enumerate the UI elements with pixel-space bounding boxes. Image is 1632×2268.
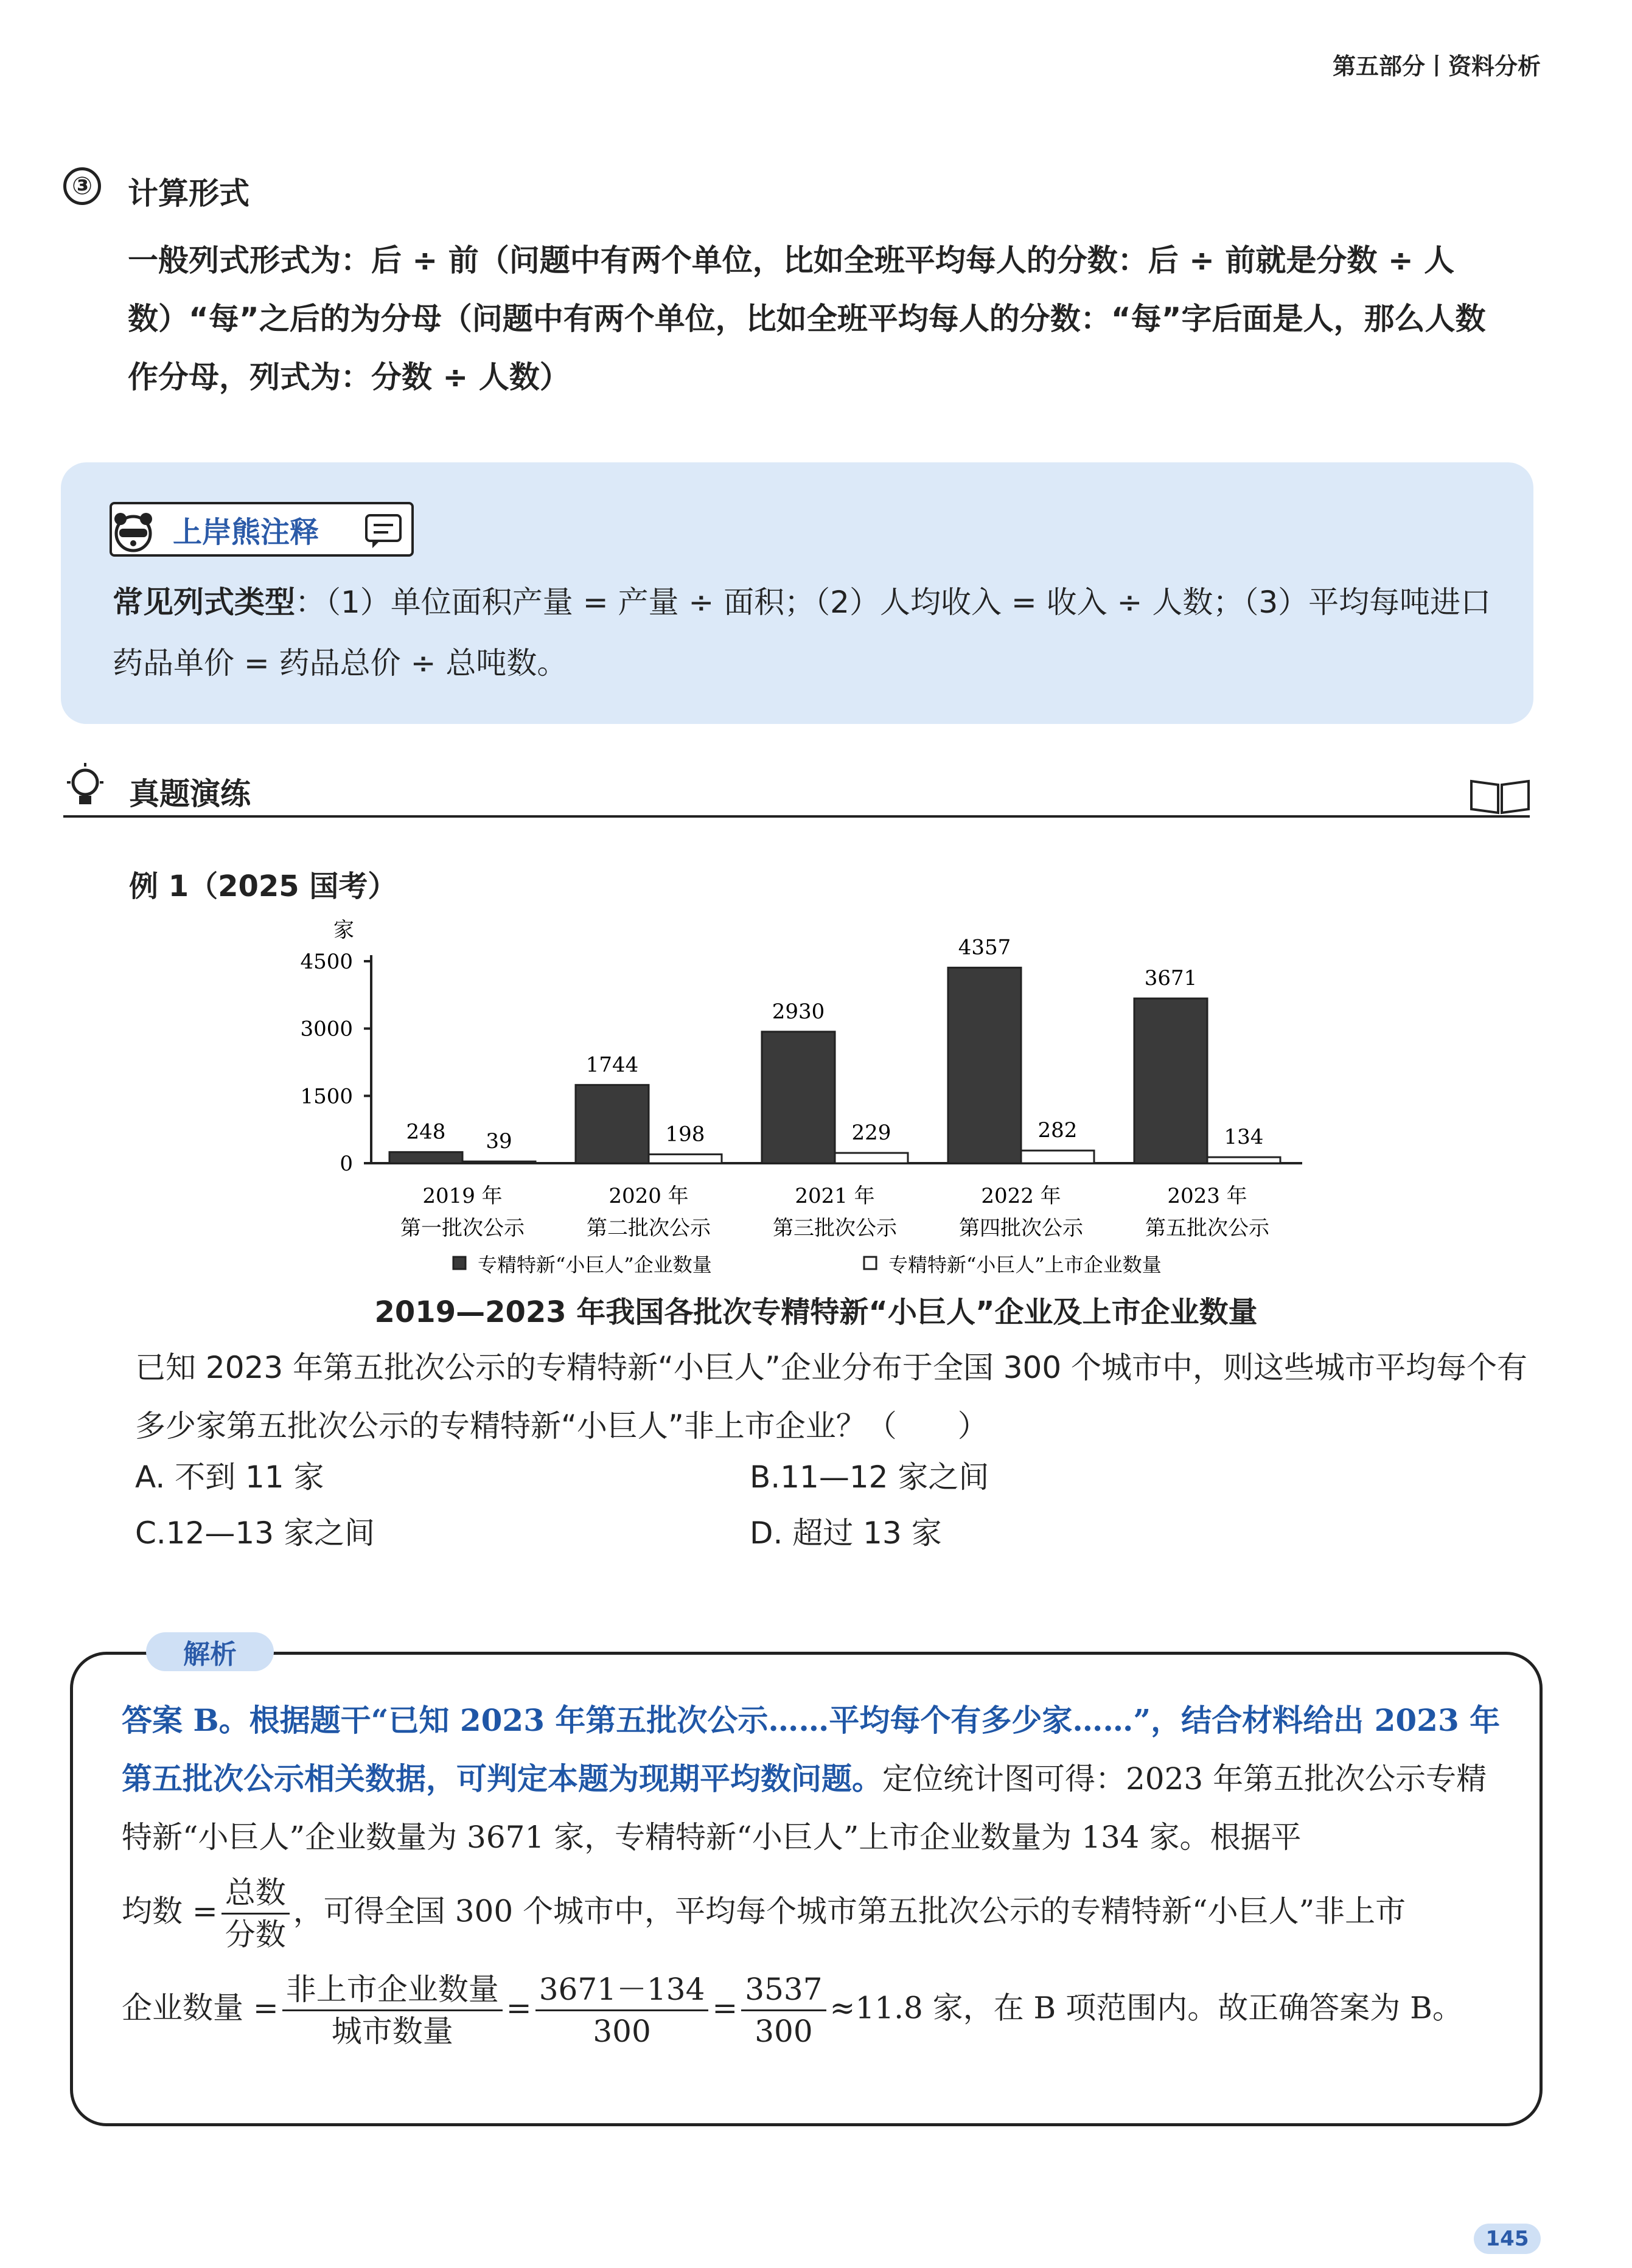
x-tick-batch-label: 第二批次公示 (587, 1216, 711, 1240)
bar-value-label: 39 (486, 1129, 512, 1154)
option-b[interactable]: B.11—12 家之间 (750, 1459, 989, 1495)
bar (649, 1154, 722, 1163)
note-body (113, 572, 1518, 694)
analysis-lead: 答案 B。根据题干“已知 2023 年第五批次公示……平均每个有多少家……”，结合材料给出 2023 年第五批次公示相关数据，可判定本题为现期平均数问题。 (122, 1702, 1501, 1797)
book-icon (1466, 773, 1533, 815)
question-text: 已知 2023 年第五批次公示的专精特新“小巨人”企业分布于全国 300 个城市中，则这些城市平均每个有多少家第五批次公示的专精特新“小巨人”非上市企业？（ ） (135, 1350, 1528, 1444)
fraction-numerator: 3671－134 (535, 1969, 709, 2011)
bar (835, 1153, 908, 1163)
x-tick-year-label: 2022 年 (981, 1184, 1061, 1208)
fraction-total-over-count (221, 1873, 290, 1955)
bar-chart (0, 900, 1632, 1290)
analysis-tag: 解析 (146, 1632, 274, 1671)
note-body-text: ：（1）单位面积产量 = 产量 ÷ 面积；（2）人均收入 = 收入 ÷ 人数；（3）平均每吨进口药品单价 = 药品总价 ÷ 总吨数。 (113, 585, 1491, 681)
section-number-badge: ③ (63, 167, 101, 205)
comment-icon (364, 513, 404, 549)
bar-value-label: 282 (1037, 1118, 1078, 1143)
x-tick-batch-label: 第四批次公示 (959, 1216, 1083, 1240)
fraction-numerator: 总数 (221, 1873, 290, 1915)
analysis-text-3-pre: 企业数量 = (122, 1990, 279, 2026)
section-body-text: 一般列式形式为：后 ÷ 前（问题中有两个单位，比如全班平均每人的分数：后 ÷ 前就是分数 ÷ 人数）“每”之后的为分母（问题中有两个单位，比如全班平均每人的分数：“每”字后面是人，那么人数作分母，列式为：分数 ÷ 人数） (128, 243, 1486, 395)
analysis-paragraph-1 (122, 1691, 1509, 1866)
bar-value-label: 229 (851, 1121, 891, 1146)
bar-value-label: 198 (665, 1122, 705, 1147)
analysis-text-2-post: ，可得全国 300 个城市中，平均每个城市第五批次公示的专精特新“小巨人”非上市 (293, 1893, 1406, 1929)
practice-title: 真题演练 (129, 776, 251, 812)
section-title: 计算形式 (128, 176, 249, 211)
chart-title: 2019—2023 年我国各批次专精特新“小巨人”企业及上市企业数量 (374, 1295, 1258, 1329)
note-tag-label: 上岸熊注释 (173, 515, 319, 549)
analysis-body (122, 1691, 1509, 2051)
fraction-denominator: 城市数量 (331, 2014, 453, 2049)
practice-divider (63, 815, 1530, 818)
x-tick-year-label: 2020 年 (609, 1184, 689, 1208)
legend-label: 专精特新“小巨人”企业数量 (478, 1253, 712, 1276)
header-section-label: 第五部分丨资料分析 (1332, 53, 1541, 80)
option-d[interactable]: D. 超过 13 家 (750, 1515, 942, 1551)
bar (948, 968, 1021, 1163)
bar (576, 1085, 649, 1163)
x-tick-batch-label: 第一批次公示 (400, 1216, 525, 1240)
fraction-numerator: 非上市企业数量 (282, 1969, 503, 2011)
bar (1134, 998, 1207, 1163)
analysis-text-2-pre: 均数 = (122, 1893, 218, 1929)
equals-sign: = (712, 1990, 738, 2026)
analysis-paragraph-2 (122, 1873, 1509, 1955)
bar (762, 1032, 835, 1163)
bar-value-label: 2930 (772, 999, 825, 1024)
fraction-denominator: 分数 (225, 1917, 286, 1952)
y-tick-label: 3000 (300, 1017, 353, 1042)
x-tick-year-label: 2023 年 (1167, 1184, 1247, 1208)
bar (389, 1152, 462, 1163)
analysis-text-1: 定位统计图可得：2023 年第五批次公示专精特新“小巨人”企业数量为 3671 家，专精特新“小巨人”上市企业数量为 134 家。根据平 (122, 1761, 1487, 1855)
option-c[interactable]: C.12—13 家之间 (135, 1515, 375, 1551)
analysis-text-3-post: ≈11.8 家，在 B 项范围内。故正确答案为 B。 (829, 1990, 1463, 2026)
x-tick-year-label: 2019 年 (422, 1184, 503, 1208)
legend-label: 专精特新“小巨人”上市企业数量 (888, 1253, 1162, 1276)
fraction-numerator: 3537 (741, 1969, 826, 2011)
x-tick-year-label: 2021 年 (795, 1184, 875, 1208)
legend-swatch (864, 1257, 876, 1269)
fraction-result (741, 1969, 826, 2051)
bar-value-label: 248 (406, 1119, 446, 1144)
page-number: 145 (1474, 2224, 1541, 2254)
fraction-denominator: 300 (593, 2014, 651, 2049)
option-a[interactable]: A. 不到 11 家 (135, 1459, 324, 1495)
x-tick-batch-label: 第三批次公示 (773, 1216, 897, 1240)
fraction-nonlisted-over-cities (282, 1969, 503, 2051)
bar-value-label: 134 (1224, 1125, 1264, 1150)
note-tag (110, 502, 414, 557)
analysis-paragraph-3 (122, 1969, 1509, 2051)
bar (1021, 1150, 1094, 1163)
equals-sign: = (506, 1990, 532, 2026)
y-tick-label: 0 (340, 1152, 353, 1176)
bear-icon (106, 509, 161, 553)
note-lead: 常见列式类型 (113, 585, 295, 620)
legend-swatch (453, 1257, 466, 1269)
example-title: 例 1（2025 国考） (129, 869, 397, 903)
fraction-denominator: 300 (755, 2014, 813, 2049)
bar (462, 1161, 535, 1163)
x-tick-batch-label: 第五批次公示 (1145, 1216, 1269, 1240)
bar (1207, 1157, 1280, 1163)
y-axis-unit-label: 家 (333, 918, 354, 942)
bar-value-label: 4357 (958, 935, 1011, 960)
fraction-difference (535, 1969, 709, 2051)
lightbulb-icon (61, 760, 110, 815)
bar-value-label: 3671 (1144, 966, 1198, 991)
y-tick-label: 4500 (300, 950, 353, 974)
y-tick-label: 1500 (300, 1084, 353, 1109)
bar-value-label: 1744 (585, 1052, 639, 1077)
